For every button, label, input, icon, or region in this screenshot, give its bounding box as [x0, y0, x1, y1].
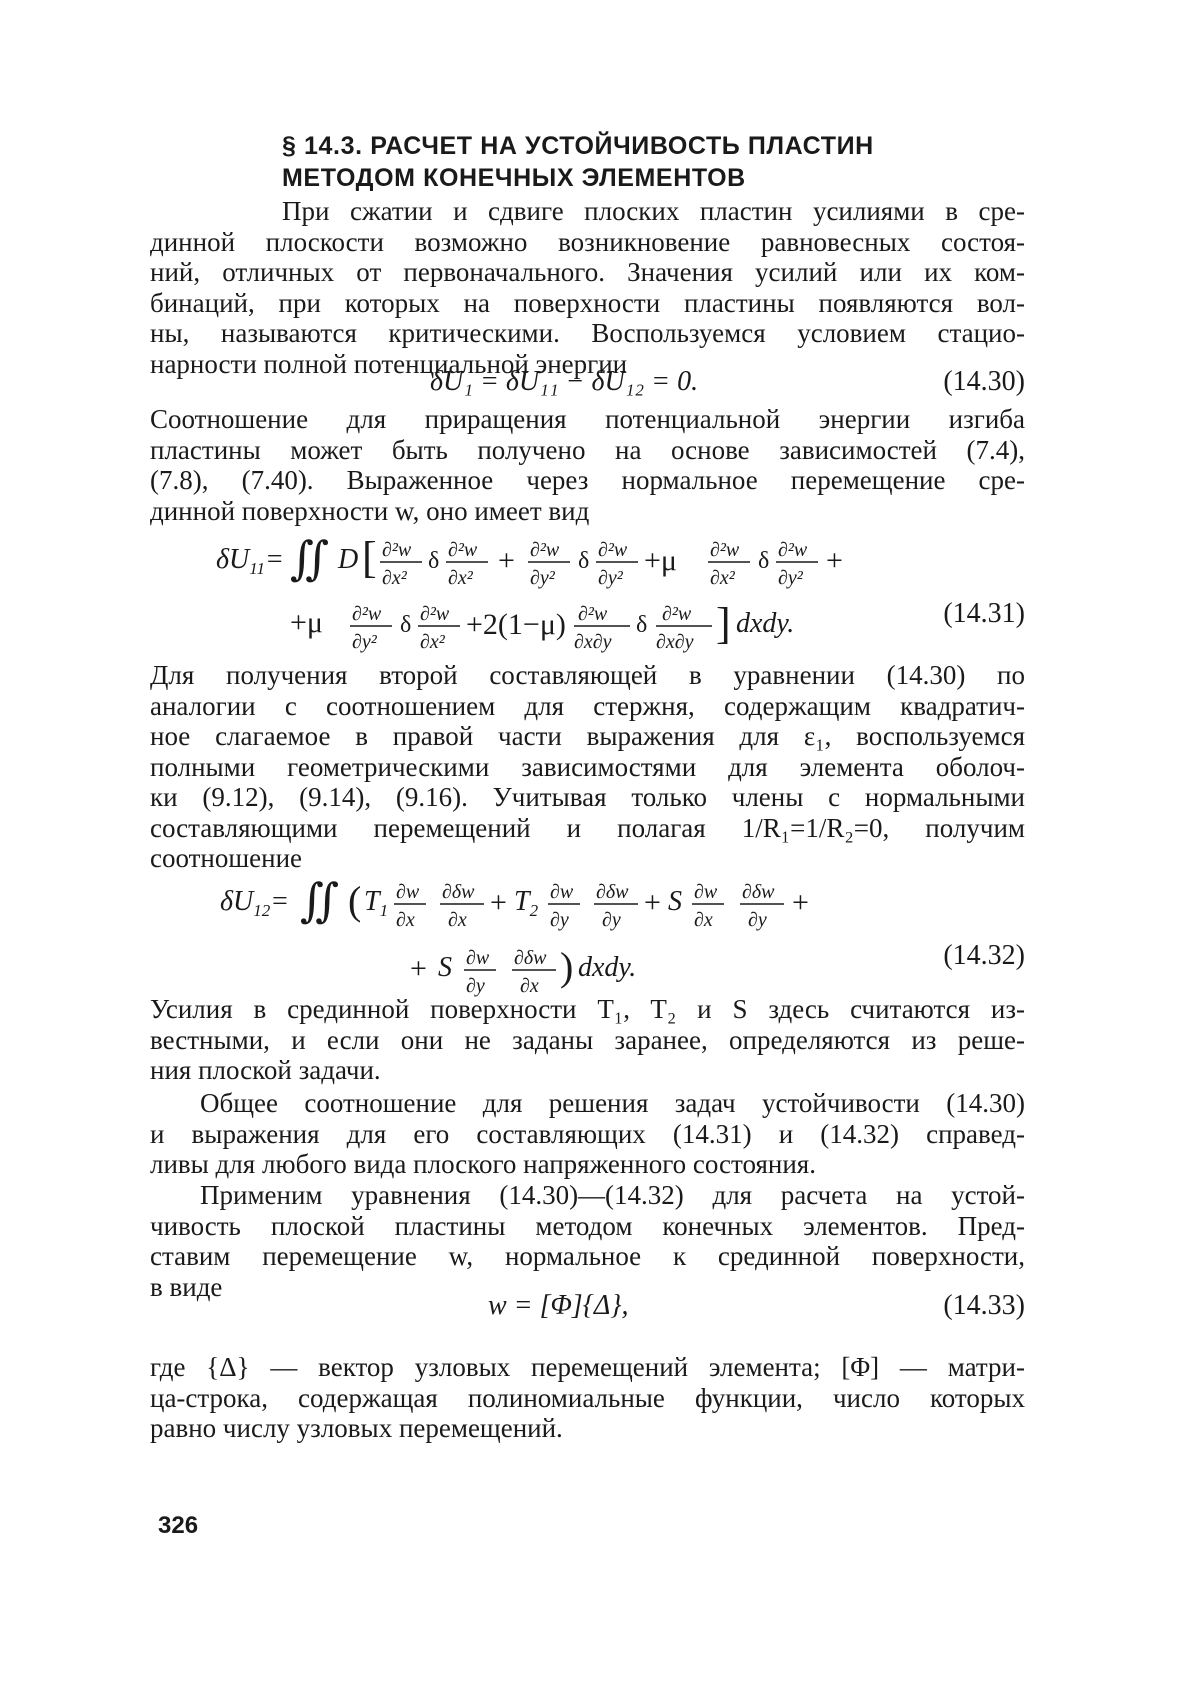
svg-text:∂w: ∂w — [694, 881, 718, 903]
svg-text:∬: ∬ — [290, 533, 330, 584]
text-line: ны, называются критическими. Воспользуемся условием стацио- — [150, 318, 1025, 348]
text-line: равно числу узловых перемещений. — [150, 1413, 563, 1443]
text-line: динной плоскости возможно возникновение равновесных состоя- — [150, 226, 1025, 257]
svg-text:∂y²: ∂y² — [530, 567, 555, 589]
equation-number: (14.32) — [943, 940, 1025, 971]
text-line: ное слагаемое в правой части выражения для ε₁, воспользуемся — [150, 721, 1025, 751]
svg-text:∂y²: ∂y² — [352, 631, 377, 653]
svg-text:(: ( — [348, 878, 362, 923]
svg-text:+: + — [498, 544, 515, 577]
text-line: составляющими перемещений и полагая 1/R₁=1/R₂=0, получим — [150, 812, 1025, 843]
svg-text:∂²w: ∂²w — [352, 603, 382, 625]
paragraph-2 — [150, 404, 1025, 526]
text-line: бинаций, при которых на поверхности пластины появляются вол- — [150, 287, 1025, 318]
heading-line-1: § 14.3. РАСЧЕТ НА УСТОЙЧИВОСТЬ ПЛАСТИН — [282, 132, 874, 160]
svg-text:∂²w: ∂²w — [778, 539, 808, 561]
svg-text:S: S — [668, 886, 682, 917]
paragraph-7 — [150, 1352, 1025, 1444]
svg-text:∂y: ∂y — [602, 909, 621, 931]
svg-text:dxdy.: dxdy. — [736, 608, 795, 639]
svg-text:∂²w: ∂²w — [448, 539, 478, 561]
svg-text:∂y: ∂y — [748, 909, 767, 931]
text-line: ливы для любого вида плоского напряженного состояния. — [150, 1149, 816, 1179]
equation-number: (14.30) — [943, 366, 1025, 397]
equation-formula: δU₁ = δU₁₁ − δU₁₂ = 0. — [430, 366, 699, 397]
svg-text:]: ] — [716, 599, 731, 648]
svg-text:δ: δ — [400, 612, 412, 638]
svg-text:∂²w: ∂²w — [710, 539, 740, 561]
svg-text:+μ: +μ — [290, 606, 324, 639]
svg-text:∂x: ∂x — [396, 909, 415, 931]
svg-text:∂δw: ∂δw — [442, 881, 475, 903]
equation-formula: w = [Φ]{Δ}, — [488, 1290, 629, 1321]
section-heading — [282, 130, 982, 194]
svg-text:δ: δ — [578, 548, 590, 574]
text-line: ки (9.12), (9.14), (9.16). Учитывая только члены с нормальными — [150, 782, 1025, 812]
text-line: и выражения для его составляющих (14.31) и (14.32) справед- — [150, 1118, 1025, 1149]
equation-14-32-formula — [150, 868, 1025, 998]
svg-text:∂y: ∂y — [466, 975, 485, 997]
svg-text:T1: $T_1$ — [364, 886, 389, 920]
svg-text:∂x²: ∂x² — [710, 567, 735, 589]
text-line: вестными, и если они не заданы заранее, определяются из реше- — [150, 1024, 1025, 1055]
svg-text:∂x²: ∂x² — [448, 567, 473, 589]
text-line: Общее соотношение для решения задач устойчивости (14.30) — [200, 1088, 1025, 1118]
svg-text:∂²w: ∂²w — [420, 603, 450, 625]
svg-text:+: + — [490, 886, 507, 919]
text-line: в виде — [150, 1271, 223, 1302]
paragraph-4 — [150, 994, 1025, 1086]
svg-text:δ: δ — [758, 548, 770, 574]
svg-text:∂x∂y: ∂x∂y — [574, 631, 612, 653]
paragraph-3 — [150, 660, 1025, 874]
equation-14-30 — [150, 366, 1025, 406]
text-line: соотношение — [150, 843, 303, 873]
svg-text:∂²w: ∂²w — [598, 539, 628, 561]
svg-text:∂²w: ∂²w — [530, 539, 560, 561]
paragraph-1 — [150, 196, 1025, 379]
svg-text:δ: δ — [428, 548, 440, 574]
text-line: Усилия в срединной поверхности T₁, T₂ и S здесь считаются из- — [150, 994, 1025, 1024]
heading-line-2: МЕТОДОМ КОНЕЧНЫХ ЭЛЕМЕНТОВ — [282, 164, 746, 192]
svg-text:δU12=: $\delta U_{12}=$ — [220, 886, 290, 920]
equation-14-32 — [150, 868, 1025, 998]
text-line: пластины может быть получено на основе зависимостей (7.4), — [150, 434, 1025, 465]
svg-text:S: S — [438, 952, 452, 983]
svg-text:+2(1−μ): +2(1−μ) — [466, 608, 566, 641]
svg-text:∂²w: ∂²w — [662, 603, 692, 625]
svg-text:+: + — [410, 952, 427, 985]
svg-text:∂x: ∂x — [520, 975, 539, 997]
svg-text:+: + — [644, 886, 661, 919]
paragraph-5 — [150, 1088, 1025, 1180]
text-line: динной поверхности w, оно имеет вид — [150, 495, 590, 526]
svg-text:T2: $T_2$ — [514, 886, 539, 920]
text-line: аналогии с соотношением для стержня, содержащим квадратич- — [150, 690, 1025, 721]
text-line: Соотношение для приращения потенциальной энергии изгиба — [150, 404, 1025, 434]
svg-text:∂y²: ∂y² — [778, 567, 803, 589]
text-line: Для получения второй составляющей в уравнении (14.30) по — [150, 660, 1025, 690]
page-number: 326 — [158, 1512, 199, 1539]
equation-number: (14.33) — [943, 1290, 1025, 1321]
svg-text:+: + — [792, 886, 809, 919]
svg-text:∂δw: ∂δw — [742, 881, 775, 903]
svg-text:D: D — [338, 544, 359, 575]
svg-text:∂x²: ∂x² — [420, 631, 445, 653]
text-line: где {Δ} — вектор узловых перемещений элемента; [Φ] — матри- — [150, 1352, 1025, 1382]
equation-number: (14.31) — [943, 598, 1025, 629]
equation-14-31-formula — [150, 528, 1025, 658]
svg-text:∂w: ∂w — [550, 881, 574, 903]
svg-text:∂y: ∂y — [550, 909, 569, 931]
svg-text:∂x∂y: ∂x∂y — [656, 631, 694, 653]
text-line: ставим перемещение w, нормальное к срединной поверхности, — [150, 1241, 1025, 1271]
svg-text:∂x: ∂x — [448, 909, 467, 931]
text-line: ца-строка, содержащая полиномиальные функции, число которых — [150, 1382, 1025, 1413]
svg-text:): ) — [560, 944, 574, 989]
svg-text:∂y²: ∂y² — [598, 567, 623, 589]
svg-text:∂δw: ∂δw — [514, 947, 547, 969]
text-line: (7.8), (7.40). Выраженное через нормальное перемещение сре- — [150, 465, 1025, 495]
svg-text:[: [ — [362, 533, 377, 582]
text-line: полными геометрическими зависимостями для элемента оболоч- — [150, 751, 1025, 782]
equation-14-33 — [150, 1290, 1025, 1330]
svg-text:+: + — [826, 544, 843, 577]
svg-text:+μ: +μ — [644, 544, 678, 577]
svg-text:∂w: ∂w — [396, 881, 420, 903]
svg-text:∬: ∬ — [300, 875, 340, 926]
svg-text:∂δw: ∂δw — [596, 881, 629, 903]
equation-14-31 — [150, 528, 1025, 658]
svg-text:∂x: ∂x — [694, 909, 713, 931]
svg-text:δU11=: $\delta U_{11}=$ — [216, 544, 284, 578]
svg-text:dxdy.: dxdy. — [578, 952, 637, 983]
svg-text:∂x²: ∂x² — [382, 567, 407, 589]
text-line: Применим уравнения (14.30)—(14.32) для расчета на устой- — [200, 1180, 1025, 1210]
text-line: При сжатии и сдвиге плоских пластин усилиями в сре- — [282, 196, 1025, 226]
text-line: ния плоской задачи. — [150, 1055, 381, 1085]
svg-text:δ: δ — [636, 612, 648, 638]
svg-text:∂²w: ∂²w — [578, 603, 608, 625]
paragraph-6 — [150, 1180, 1025, 1302]
text-line: ний, отличных от первоначального. Значения усилий или их ком- — [150, 257, 1025, 287]
text-line: нарности полной потенциальной энергии — [150, 348, 628, 379]
svg-text:∂²w: ∂²w — [382, 539, 412, 561]
svg-text:∂w: ∂w — [466, 947, 490, 969]
text-line: чивость плоской пластины методом конечных элементов. Пред- — [150, 1210, 1025, 1241]
